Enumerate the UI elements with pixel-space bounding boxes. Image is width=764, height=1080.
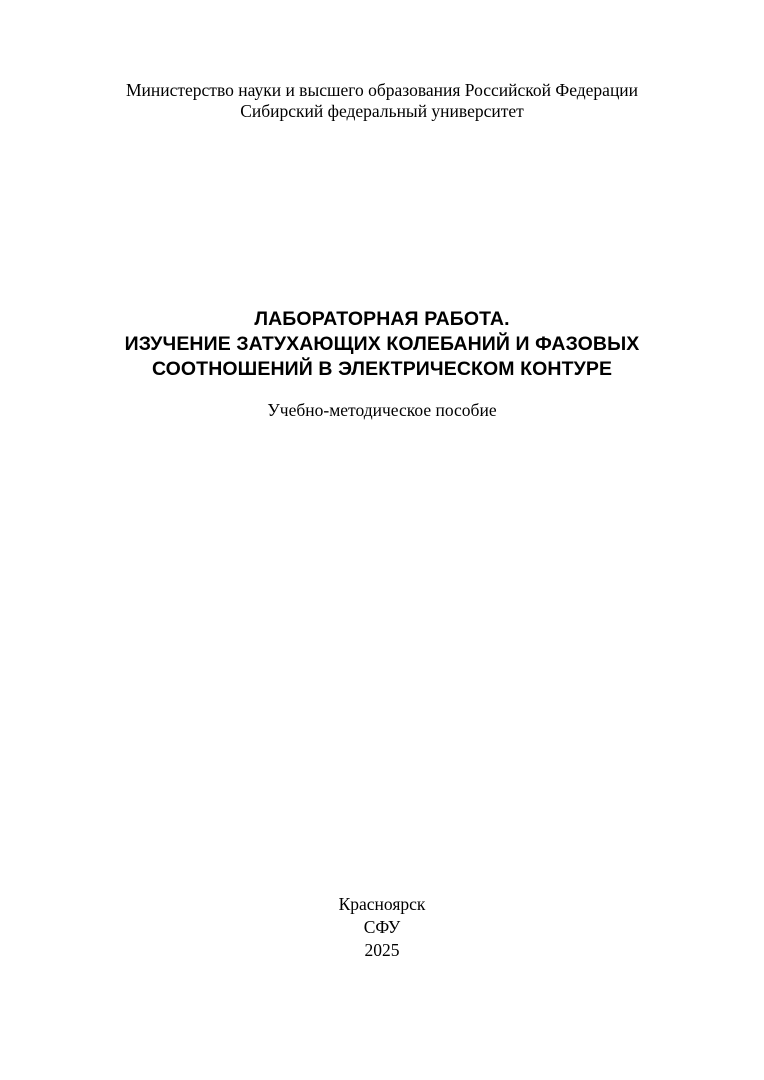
title-line-3: СООТНОШЕНИЙ В ЭЛЕКТРИЧЕСКОМ КОНТУРЕ bbox=[151, 358, 613, 380]
university-name: Сибирский федеральный университет bbox=[240, 101, 524, 121]
subtitle-text: Учебно-методическое пособие bbox=[267, 400, 497, 420]
imprint-publisher: СФУ bbox=[363, 917, 401, 937]
title-line-2: ИЗУЧЕНИЕ ЗАТУХАЮЩИХ КОЛЕБАНИЙ И ФАЗОВЫХ bbox=[124, 333, 640, 355]
ministry-name: Министерство науки и высшего образования Российской Федерации bbox=[125, 80, 639, 100]
document-title bbox=[0, 307, 764, 382]
title-line-1: ЛАБОРАТОРНАЯ РАБОТА. bbox=[254, 308, 510, 330]
imprint-city: Красноярск bbox=[338, 894, 426, 914]
header-block bbox=[0, 80, 764, 122]
imprint-year: 2025 bbox=[364, 940, 400, 960]
imprint-block bbox=[0, 893, 764, 962]
document-subtitle bbox=[0, 400, 764, 421]
